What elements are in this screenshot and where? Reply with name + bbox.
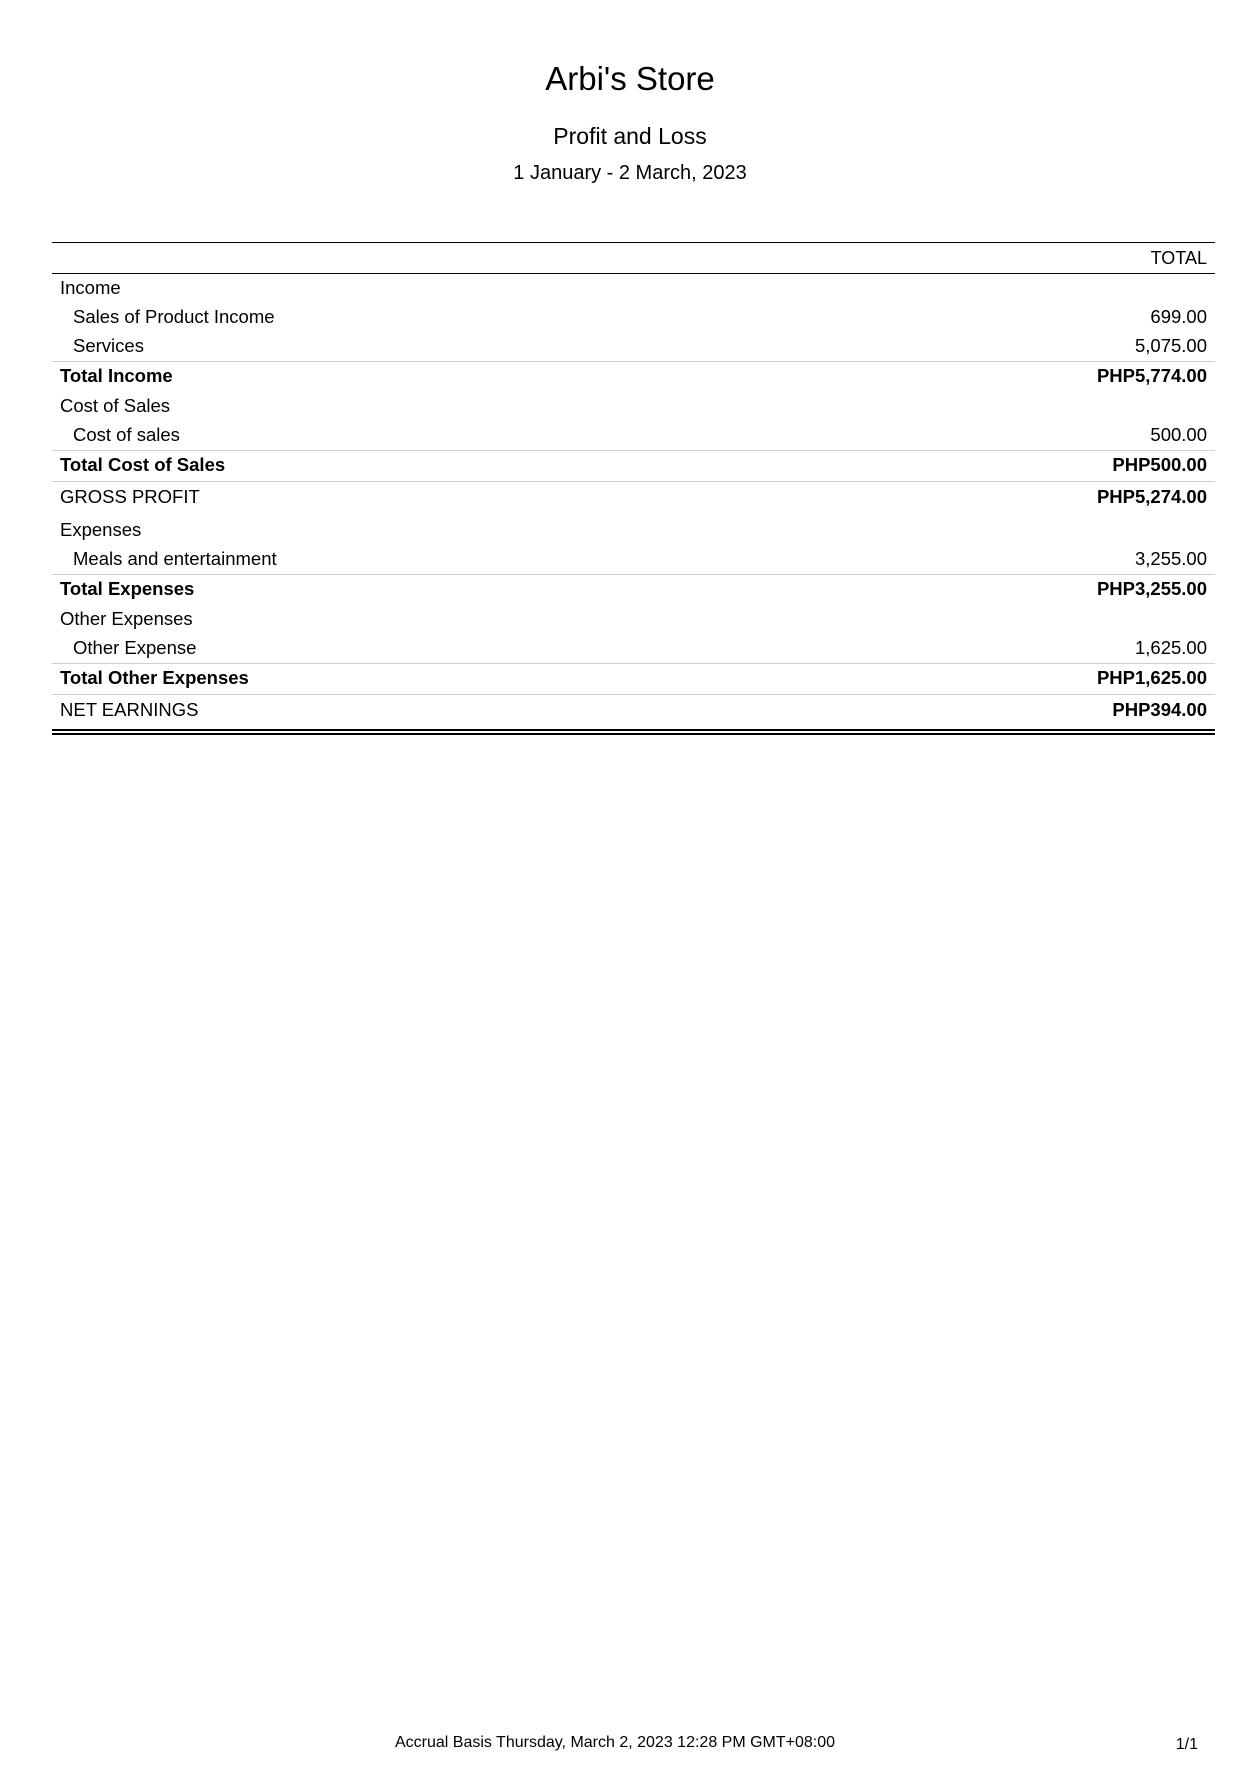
profit-loss-table — [52, 242, 1215, 735]
row-amount: 1,625.00 — [1134, 637, 1207, 658]
row-label: Total Income — [60, 365, 173, 386]
company-name: Arbi's Store — [545, 60, 715, 97]
column-header-total: TOTAL — [1150, 248, 1207, 268]
row-other-expense — [52, 634, 1215, 663]
row-amount: 5,075.00 — [1134, 335, 1207, 356]
row-services — [52, 332, 1215, 361]
row-amount: 3,255.00 — [1134, 548, 1207, 569]
row-label: Meals and entertainment — [73, 548, 277, 569]
row-label: Total Cost of Sales — [60, 454, 226, 475]
section-other-expenses — [52, 605, 1215, 634]
row-label: Cost of sales — [73, 424, 180, 445]
row-net-earnings — [52, 694, 1215, 729]
row-label: Total Other Expenses — [60, 667, 249, 688]
row-amount: PHP3,255.00 — [1096, 578, 1207, 599]
section-cost-of-sales — [52, 392, 1215, 421]
row-cost-of-sales — [52, 421, 1215, 450]
row-meals-entertainment — [52, 545, 1215, 574]
row-label: Total Expenses — [60, 578, 195, 599]
double-underline-rule — [52, 729, 1215, 735]
row-total-income — [52, 361, 1215, 392]
row-amount: 699.00 — [1150, 306, 1207, 327]
row-amount: PHP5,274.00 — [1096, 486, 1207, 507]
table-header — [52, 242, 1215, 274]
row-label: Cost of Sales — [60, 395, 171, 416]
page-number: 1/1 — [1175, 1736, 1198, 1753]
row-sales-product-income — [52, 303, 1215, 332]
row-label: Income — [60, 277, 121, 298]
row-label: Expenses — [60, 519, 142, 540]
row-total-cost-of-sales — [52, 450, 1215, 481]
row-amount: PHP1,625.00 — [1096, 667, 1207, 688]
row-amount: PHP5,774.00 — [1096, 365, 1207, 386]
row-label: Sales of Product Income — [73, 306, 275, 327]
row-total-other-expenses — [52, 663, 1215, 694]
row-label: NET EARNINGS — [60, 699, 199, 720]
row-label: Other Expense — [73, 637, 197, 658]
row-amount: PHP394.00 — [1112, 699, 1207, 720]
row-label: Other Expenses — [60, 608, 193, 629]
row-gross-profit — [52, 481, 1215, 516]
section-expenses — [52, 516, 1215, 545]
report-period: 1 January - 2 March, 2023 — [513, 162, 747, 184]
report-title: Profit and Loss — [553, 123, 707, 149]
row-amount: 500.00 — [1150, 424, 1207, 445]
row-total-expenses — [52, 574, 1215, 605]
section-income — [52, 274, 1215, 303]
footer-basis-timestamp: Accrual Basis Thursday, March 2, 2023 12:28 PM GMT+08:00 — [394, 1734, 836, 1751]
row-label: Services — [73, 335, 144, 356]
row-amount: PHP500.00 — [1112, 454, 1207, 475]
row-label: GROSS PROFIT — [60, 486, 200, 507]
